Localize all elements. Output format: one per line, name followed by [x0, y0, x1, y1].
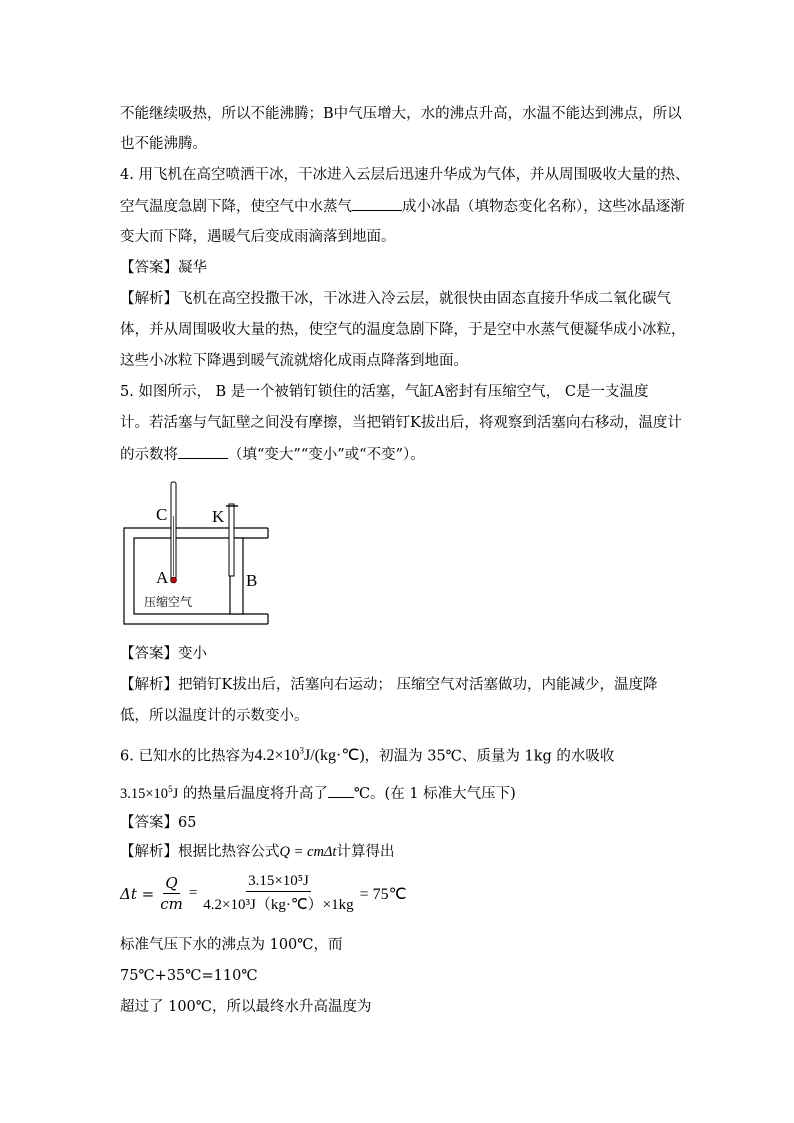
- q6-answer-blank: [328, 783, 354, 798]
- explanation-4-line-3: 这些小冰粒下降遇到暖气流就熔化成雨点降落到地面。: [120, 353, 468, 369]
- explanation-5-line-1: 【解析】把销钉K拔出后，活塞向右运动； 压缩空气对活塞做功，内能减少，温度降: [120, 677, 658, 693]
- line-2: 也不能沸腾。: [120, 136, 207, 152]
- e6-text-post: 计算得出: [336, 844, 395, 860]
- fraction-numeric: $\frac{\text{3.15×10⁵J}}{\text{4.2×10³J（kg·℃）×1kg}}$: [203, 873, 354, 913]
- q6-heat-value: $3.15\times 10^5J$: [120, 784, 179, 802]
- e6-text-pre: 【解析】根据比热容公式: [120, 844, 280, 860]
- fraction-q-over-cm: $\frac{Q}{cm}$: [160, 874, 183, 913]
- calculation-formula: [120, 873, 407, 914]
- question-6-line-2: [120, 779, 516, 804]
- q6-text-pre: 6. 已知水的比热容为: [120, 748, 255, 765]
- label-c: C: [156, 505, 168, 524]
- q5-text-pre: 的示数将: [120, 447, 178, 463]
- answer-5: 【答案】变小: [120, 646, 207, 662]
- explanation-6-line-3: 75℃+35℃=110℃: [120, 968, 258, 984]
- q6-text-post: ，初温为 35℃、质量为 1kg 的水吸收: [364, 748, 615, 765]
- line-1: 不能继续吸热，所以不能沸腾；B中气压增大，水的沸点升高，水温不能达到沸点，所以: [120, 106, 682, 122]
- explanation-4-line-1: 【解析】飞机在高空投撒干冰，干冰进入冷云层，就很快由固态直接升华成二氧化碳气: [120, 291, 671, 307]
- formula-equals: =: [188, 885, 198, 901]
- explanation-6-line-2: 标准气压下水的沸点为 100℃，而: [120, 937, 343, 953]
- explanation-6-line-4: 超过了 100℃，所以最终水升高温度为: [120, 999, 372, 1015]
- e6-formula: Q = cmΔt: [279, 844, 337, 860]
- question-5-line-2: 计。若活塞与气缸壁之间没有摩擦，当把销钉K拔出后，将观察到活塞向右移动，温度计: [120, 415, 682, 431]
- answer-4: 【答案】凝华: [120, 260, 207, 276]
- question-4-line-1: 4. 用飞机在高空喷洒干冰，干冰进入云层后迅速升华成为气体，并从周围吸收大量的热、: [120, 167, 690, 183]
- thermometer-bulb: [171, 577, 177, 583]
- label-b: B: [246, 571, 258, 590]
- q5-text-post: （填“变大”“变小”或“不变”）。: [228, 447, 425, 463]
- question-5-line-1: 5. 如图所示， B 是一个被销钉锁住的活塞，气缸A密封有压缩空气， C是一支温度: [120, 384, 649, 400]
- q4-text-pre: 空气温度急剧下降，使空气中水蒸气: [120, 199, 352, 215]
- pin-k: [229, 504, 234, 576]
- formula-result: = 75℃: [359, 885, 407, 903]
- formula-lhs: Δt =: [120, 884, 155, 903]
- question-4-line-3: 变大而下降，遇暖气后变成雨滴落到地面。: [120, 229, 396, 245]
- label-a: A: [156, 568, 169, 587]
- q4-text-post: 成小冰晶（填物态变化名称），这些冰晶逐渐: [402, 199, 685, 215]
- q6-text-post: ℃。(在 1 标准大气压下): [353, 785, 516, 802]
- label-compressed-air: 压缩空气: [144, 595, 193, 609]
- explanation-6-line-1: [120, 842, 394, 862]
- answer-6: 【答案】65: [120, 815, 197, 831]
- q6-text-mid: 的热量后温度将升高了: [178, 785, 328, 802]
- q4-answer-blank: [352, 196, 402, 211]
- q5-answer-blank: [178, 444, 228, 459]
- label-k: K: [212, 507, 225, 526]
- explanation-4-line-2: 体，并从周围吸收大量的热，使空气的温度急剧下降，于是空中水蒸气便凝华成小冰粒，: [120, 322, 686, 338]
- explanation-5-line-2: 低，所以温度计的示数变小。: [120, 708, 309, 724]
- question-6-line-1: [120, 741, 614, 766]
- question-5-line-3: [120, 444, 425, 465]
- cylinder-figure: [118, 476, 278, 628]
- question-4-line-2: [120, 196, 685, 217]
- q6-specific-heat-value: $4.2\times 10^3J/(kg\cdot℃)$: [254, 746, 365, 765]
